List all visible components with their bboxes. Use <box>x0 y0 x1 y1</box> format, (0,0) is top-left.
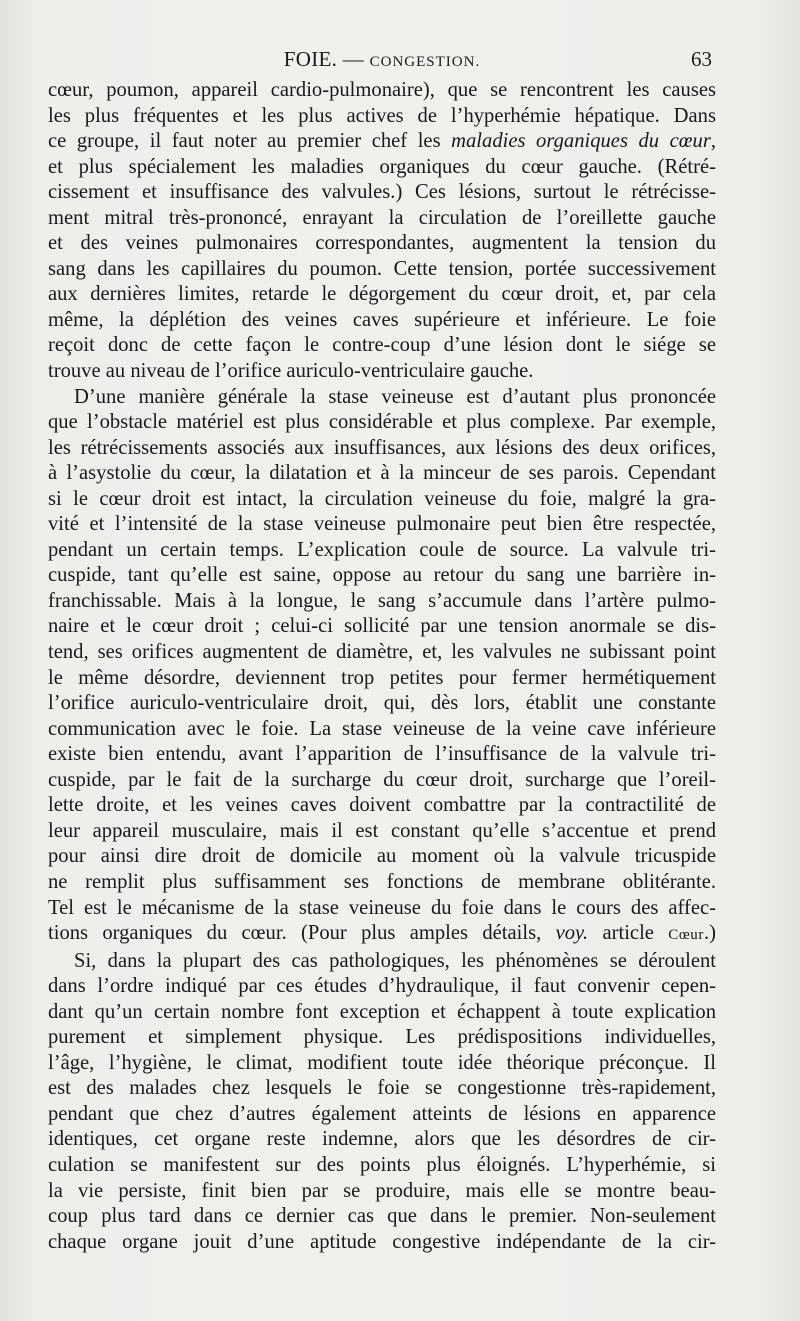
italic-text: voy. <box>555 922 589 945</box>
small-caps-text: Cœur <box>668 927 704 944</box>
text-line: même, la déplétion des veines caves supérieure et inférieure. Le foie <box>48 308 716 331</box>
text-line: les rétrécissements associés aux insuffisances, aux lésions des deux orifices, <box>48 436 716 459</box>
text-line: naire et le cœur droit ; celui-ci sollicité par une tension anormale se dis- <box>48 615 716 638</box>
text-line: vité et l’intensité de la stase veineuse pulmonaire peut bien être respectée, <box>48 513 716 536</box>
text-line: pendant que chez d’autres également atteints de lésions en apparence <box>48 1102 716 1125</box>
text-line: cissement et insuffisance des valvules.) Ces lésions, surtout le rétrécisse- <box>48 181 716 204</box>
text-line: culation se manifestent sur des points plus éloignés. L’hyperhémie, si <box>48 1153 716 1176</box>
text-line: la vie persiste, finit bien par se produire, mais elle se montre beau- <box>48 1179 716 1202</box>
text-line: et des veines pulmonaires correspondantes, augmentent la tension du <box>48 232 716 255</box>
text-line: dant qu’un certain nombre font exception et échappent à toute explication <box>48 1000 716 1023</box>
text-line: cuspide, par le fait de la surcharge du cœur droit, surcharge que l’oreil- <box>48 768 716 791</box>
text-line: pendant un certain temps. L’explication coule de source. La valvule tri- <box>48 538 716 561</box>
paragraph-2 <box>48 385 716 949</box>
running-title-dash: — <box>342 47 365 71</box>
text-run: , <box>710 130 716 153</box>
text-line: trouve au niveau de l’orifice auriculo-ventriculaire gauche. <box>48 360 534 383</box>
page-number: 63 <box>691 47 712 71</box>
text-run: tions organiques du cœur. (Pour plus amples détails, <box>48 922 556 945</box>
text-line <box>48 921 716 949</box>
text-line: identiques, cet organe reste indemne, alors que les désordres de cir- <box>48 1128 716 1151</box>
text-line: pour ainsi dire droit de domicile au moment où la valvule tricuspide <box>48 845 716 868</box>
text-line: le même désordre, deviennent trop petites pour fermer hermétiquement <box>48 666 716 689</box>
text-line: Si, dans la plupart des cas pathologiques, les phénomènes se déroulent <box>74 949 716 972</box>
text-line: coup plus tard dans ce dernier cas que dans le premier. Non-seulement <box>48 1205 716 1228</box>
text-line: les plus fréquentes et les plus actives de l’hyperhémie hépatique. Dans <box>48 104 716 127</box>
text-line: Tel est le mécanisme de la stase veineuse du foie dans le cours des affec- <box>48 896 716 919</box>
text-line: leur appareil musculaire, mais il est constant qu’elle s’accentue et prend <box>48 819 716 842</box>
running-title-sub: CONGESTION. <box>369 54 481 70</box>
text-run: .) <box>703 922 716 945</box>
paragraph-3 <box>48 949 716 1256</box>
text-line: ne remplit plus suffisamment ses fonctions de membrane oblitérante. <box>48 870 716 893</box>
text-line: reçoit donc de cette façon le contre-coup d’une lésion dont le siége se <box>48 334 716 357</box>
body-text <box>48 78 716 1255</box>
paragraph-1 <box>48 78 716 385</box>
text-line: l’orifice auriculo-ventriculaire droit, qui, dès lors, établit une constante <box>48 692 716 715</box>
text-line: à l’asystolie du cœur, la dilatation et à la minceur de ses parois. Cependant <box>48 462 716 485</box>
text-line: cuspide, tant qu’elle est saine, oppose au retour du sang une barrière in- <box>48 564 716 587</box>
text-line: chaque organe jouit d’une aptitude congestive indépendante de la cir- <box>48 1230 716 1253</box>
text-line: aux dernières limites, retarde le dégorgement du cœur droit, et, par cela <box>48 283 716 306</box>
text-line: si le cœur droit est intact, la circulation veineuse du foie, malgré la gra- <box>48 487 716 510</box>
text-line: cœur, poumon, appareil cardio-pulmonaire), que se rencontrent les causes <box>48 79 716 101</box>
text-line: D’une manière générale la stase veineuse est d’autant plus prononcée <box>74 385 716 408</box>
running-header <box>48 44 716 74</box>
text-run: ce groupe, il faut noter au premier chef les <box>48 130 452 153</box>
text-run: article <box>588 922 669 945</box>
running-title <box>48 44 716 77</box>
text-line: sang dans les capillaires du poumon. Cette tension, portée successivement <box>48 257 716 280</box>
text-line: lette droite, et les veines caves doivent combattre par la contractilité de <box>48 794 716 817</box>
text-line <box>48 129 716 155</box>
text-line: purement et simplement physique. Les prédispositions individuelles, <box>48 1026 716 1049</box>
text-line: franchissable. Mais à la longue, le sang s’accumule dans l’artère pulmo- <box>48 589 716 612</box>
text-line: dans l’ordre indiqué par ces études d’hydraulique, il faut convenir cepen- <box>48 975 716 998</box>
text-line: et plus spécialement les maladies organiques du cœur gauche. (Rétré- <box>48 155 716 178</box>
text-line: est des malades chez lesquels le foie se congestionne très-rapidement, <box>48 1077 716 1100</box>
text-line: communication avec le foie. La stase veineuse de la veine cave inférieure <box>48 717 716 740</box>
text-line: l’âge, l’hygiène, le climat, modifient toute idée théorique préconçue. Il <box>48 1051 716 1074</box>
italic-text: maladies organiques du cœur <box>451 130 711 153</box>
text-line: tend, ses orifices augmentent de diamètre, et, les valvules ne subissant point <box>48 641 716 664</box>
text-line: existe bien entendu, avant l’apparition de l’insuffisance de la valvule tri- <box>48 743 716 766</box>
running-title-main: FOIE. <box>283 47 338 71</box>
text-line: que l’obstacle matériel est plus considérable et plus complexe. Par exemple, <box>48 411 716 434</box>
text-line: ment mitral très-prononcé, enrayant la circulation de l’oreillette gauche <box>48 206 716 229</box>
